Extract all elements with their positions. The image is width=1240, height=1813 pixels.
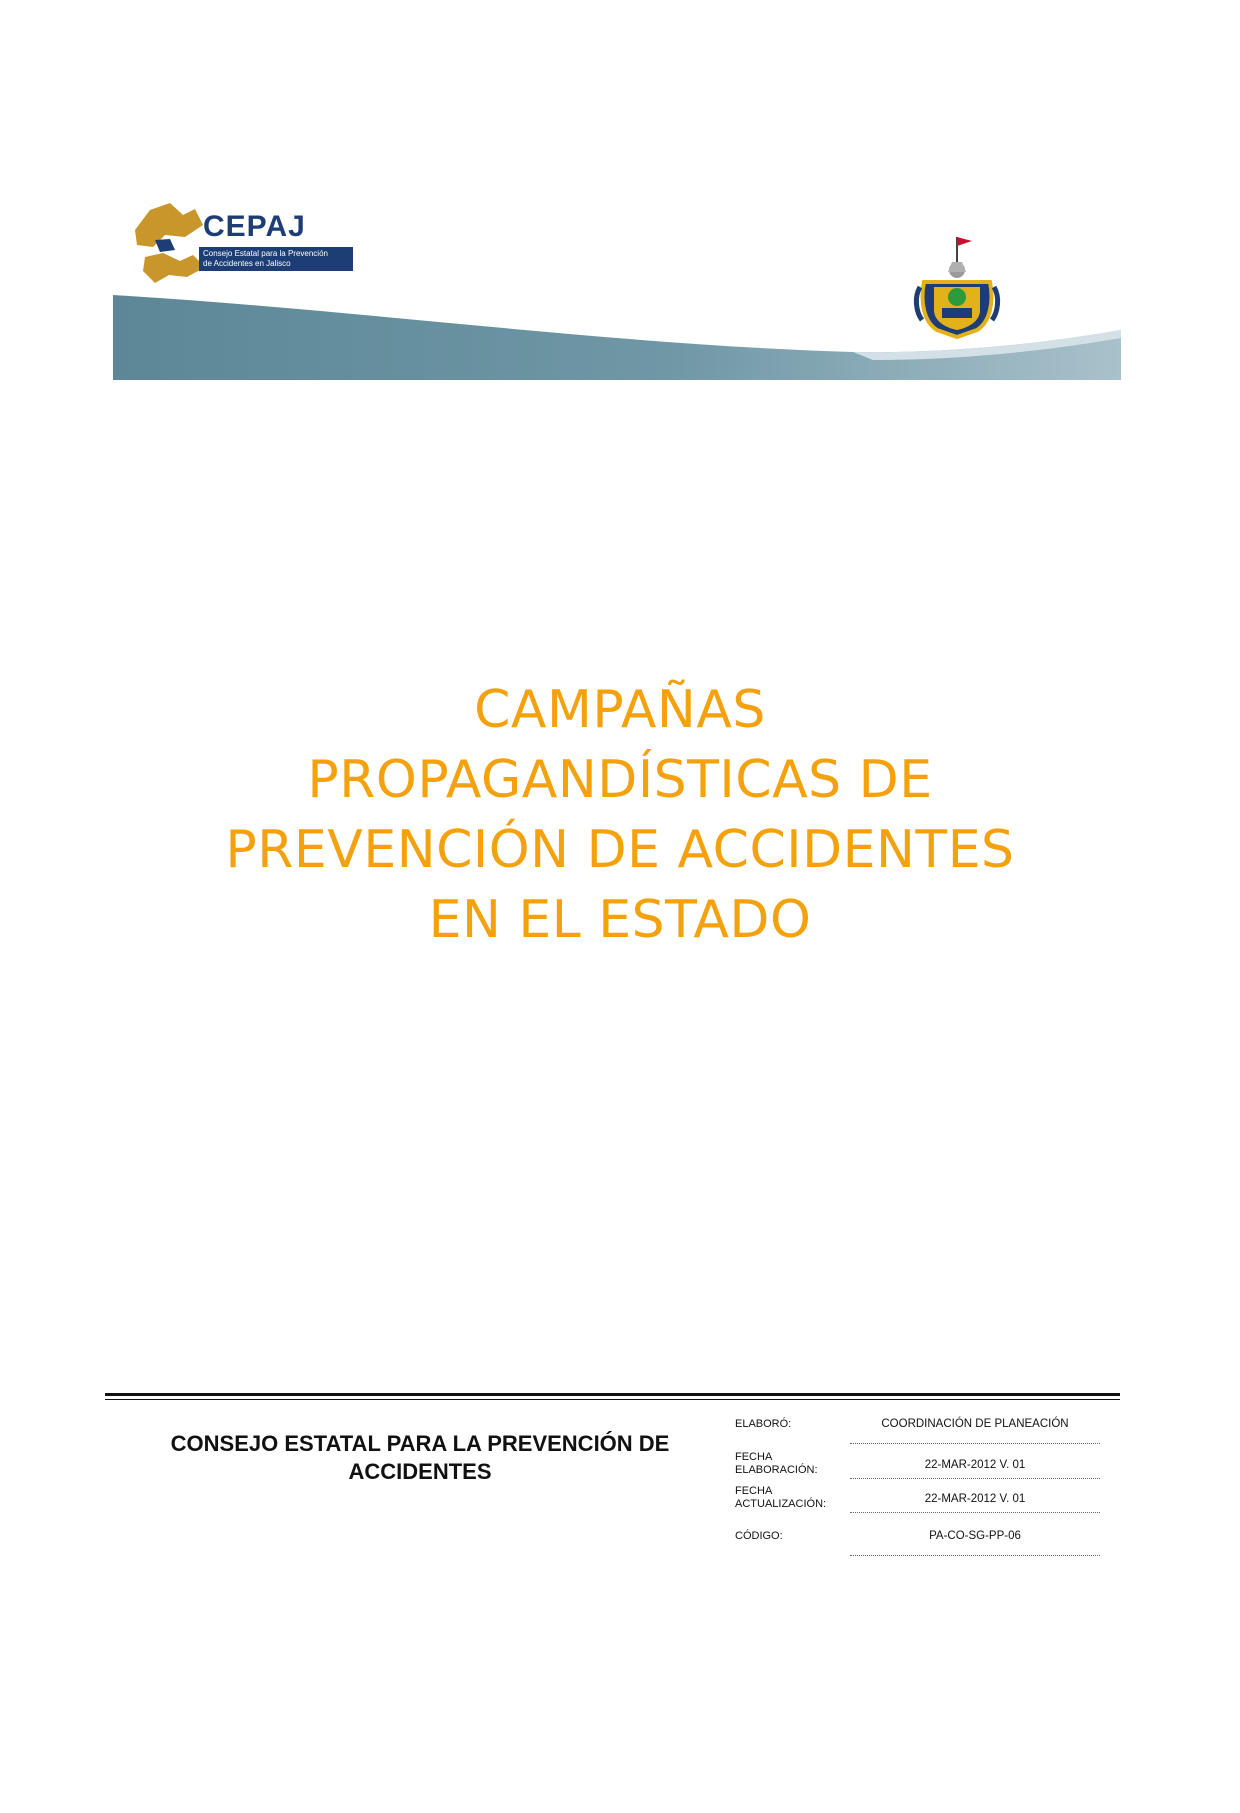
- metadata-dotted-line: [850, 1443, 1100, 1444]
- title-line-1: CAMPAÑAS: [474, 680, 766, 740]
- title-line-2: PROPAGANDÍSTICAS DE: [307, 750, 933, 810]
- logo-subtitle-line1: Consejo Estatal para la Prevención: [203, 249, 328, 258]
- cepaj-logo: [125, 195, 355, 290]
- metadata-label-line1: FECHA: [735, 1485, 773, 1497]
- logo-subtitle-line2: de Accidentes en Jalisco: [203, 259, 291, 268]
- metadata-label-line1: CÓDIGO:: [735, 1530, 783, 1542]
- metadata-value: 22-MAR-2012 V. 01: [924, 1459, 1026, 1471]
- footer-rule-thick: [105, 1393, 1120, 1396]
- coat-of-arms-icon: [912, 232, 1002, 342]
- metadata-value: COORDINACIÓN DE PLANEACIÓN: [881, 1418, 1069, 1430]
- metadata-label-line1: FECHA: [735, 1451, 773, 1463]
- metadata-value: 22-MAR-2012 V. 01: [924, 1493, 1026, 1505]
- metadata-label: [735, 1418, 845, 1431]
- document-title: [150, 675, 1090, 955]
- metadata-dotted-line: [850, 1478, 1100, 1479]
- organization-name: [120, 1430, 720, 1486]
- title-line-4: EN EL ESTADO: [428, 890, 812, 950]
- footer-rule-thin: [105, 1399, 1120, 1400]
- metadata-label-line1: ELABORÓ:: [735, 1418, 792, 1430]
- organization-name-line2: ACCIDENTES: [348, 1459, 492, 1484]
- organization-name-line1: CONSEJO ESTATAL PARA LA PREVENCIÓN DE: [170, 1431, 670, 1456]
- metadata-label-line2: ACTUALIZACIÓN:: [735, 1498, 827, 1510]
- logo-subtitle: [199, 247, 353, 271]
- metadata-label: [735, 1530, 845, 1543]
- title-line-3: PREVENCIÓN DE ACCIDENTES: [225, 820, 1015, 880]
- metadata-dotted-line: [850, 1555, 1100, 1556]
- logo-title: CEPAJ: [203, 210, 306, 243]
- metadata-label: [735, 1485, 845, 1511]
- metadata-value: PA-CO-SG-PP-06: [929, 1530, 1021, 1542]
- jalisco-map-icon: [125, 195, 215, 290]
- metadata-dotted-line: [850, 1512, 1100, 1513]
- metadata-label: [735, 1451, 845, 1477]
- metadata-label-line2: ELABORACIÓN:: [735, 1464, 818, 1476]
